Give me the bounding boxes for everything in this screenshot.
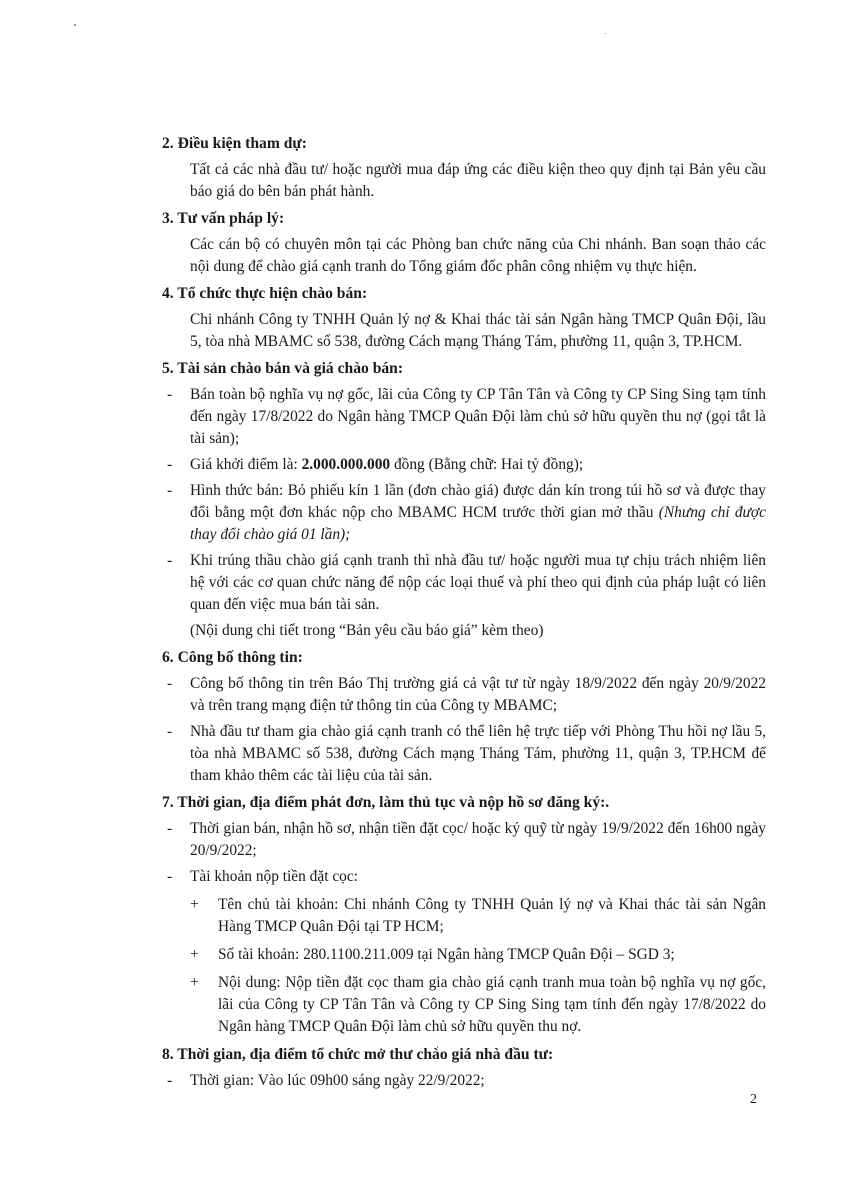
- list-item: - Thời gian bán, nhận hồ sơ, nhận tiền đặt cọc/ hoặc ký quỹ từ ngày 19/9/2022 đến 16h00 ngày 20/9/2022;: [162, 818, 766, 862]
- bullet-list: [162, 673, 766, 787]
- list-item: - Thời gian: Vào lúc 09h00 sáng ngày 22/9/2022;: [162, 1070, 766, 1092]
- section-paragraph: Các cán bộ có chuyên môn tại các Phòng ban chức năng của Chi nhánh. Ban soạn thảo các nội dung để chào giá cạnh tranh do Tổng giám đốc phân công nhiệm vụ thực hiện.: [190, 236, 766, 275]
- list-item: - Công bố thông tin trên Báo Thị trường giá cả vật tư từ ngày 18/9/2022 đến ngày 20/9/2022 và trên trang mạng điện tử thông tin của Công ty MBAMC;: [162, 673, 766, 717]
- section-heading: 2. Điều kiện tham dự:: [162, 135, 307, 152]
- scan-speck: [74, 24, 76, 26]
- details-note: (Nội dung chi tiết trong “Bản yêu cầu báo giá” kèm theo): [190, 622, 544, 639]
- sub-list-item: + Tên chủ tài khoản: Chi nhánh Công ty TNHH Quản lý nợ và Khai thác tài sản Ngân Hàng TMCP Quân Đội tại TP HCM;: [190, 894, 766, 938]
- section-mo-thu-chao-gia: [162, 1044, 766, 1092]
- starting-price-label: Giá khởi điểm là:: [190, 456, 298, 473]
- section-heading: 3. Tư vấn pháp lý:: [162, 210, 285, 227]
- section-dieu-kien-tham-du: [162, 133, 766, 203]
- section-tai-san-chao-ban: [162, 358, 766, 642]
- section-heading: 7. Thời gian, địa điểm phát đơn, làm thủ tục và nộp hồ sơ đăng ký:.: [162, 794, 610, 811]
- document-body: [162, 133, 766, 1097]
- list-item: [162, 480, 766, 546]
- list-item: [162, 454, 766, 476]
- bullet-list: [162, 818, 766, 1038]
- bullet-list: [162, 384, 766, 616]
- list-item: - Bán toàn bộ nghĩa vụ nợ gốc, lãi của Công ty CP Tân Tân và Công ty CP Sing Sing tạm tính đến ngày 17/8/2022 do Ngân hàng TMCP Quân Đội làm chủ sở hữu quyền thu nợ (gọi tắt là tài sản);: [162, 384, 766, 450]
- section-tu-van-phap-ly: [162, 208, 766, 278]
- starting-price-amount: 2.000.000.000: [301, 456, 391, 473]
- sub-list: [190, 894, 766, 1038]
- list-item: - Nhà đầu tư tham gia chào giá cạnh tranh có thể liên hệ trực tiếp với Phòng Thu hồi nợ lầu 5, tòa nhà MBAMC số 538, đường Cách mạng Tháng Tám, phường 11, quận 3, TP.HCM để tham khảo thêm các tài liệu của tài sản.: [162, 721, 766, 787]
- bullet-list: [162, 1070, 766, 1092]
- section-thoi-gian-phat-don: [162, 792, 766, 1038]
- section-heading: 5. Tài sản chào bán và giá chào bán:: [162, 360, 404, 377]
- sub-list-item: + Số tài khoản: 280.1100.211.009 tại Ngân hàng TMCP Quân Đội – SGD 3;: [190, 944, 766, 966]
- section-to-chuc-thuc-hien: [162, 283, 766, 353]
- section-heading: 6. Công bố thông tin:: [162, 649, 303, 666]
- section-heading: 4. Tổ chức thực hiện chào bán:: [162, 285, 368, 302]
- sale-method-note: (Nhưng chỉ được thay đổi chào giá 01 lần);: [190, 504, 766, 543]
- section-heading: 8. Thời gian, địa điểm tổ chức mở thư chào giá nhà đầu tư:: [162, 1046, 554, 1063]
- sub-list-item: + Nội dung: Nộp tiền đặt cọc tham gia chào giá cạnh tranh mua toàn bộ nghĩa vụ nợ gốc, lãi của Công ty CP Tân Tân và Công ty CP Sing Sing tạm tính đến ngày 17/8/2022 do Ngân hàng TMCP Quân Đội làm chủ sở hữu quyền thu nợ.: [190, 972, 766, 1038]
- section-paragraph: Chi nhánh Công ty TNHH Quản lý nợ & Khai thác tài sản Ngân hàng TMCP Quân Đội, lầu 5, tòa nhà MBAMC số 538, đường Cách mạng Tháng Tám, phường 11, quận 3, TP.HCM.: [190, 311, 766, 350]
- list-item: [162, 866, 766, 1038]
- page-number: 2: [750, 1092, 757, 1107]
- section-paragraph: Tất cả các nhà đầu tư/ hoặc người mua đáp ứng các điều kiện theo quy định tại Bản yêu cầu báo giá do bên bán phát hành.: [190, 161, 766, 200]
- scan-speck: [605, 33, 606, 34]
- deposit-account-label: Tài khoản nộp tiền đặt cọc:: [190, 868, 358, 885]
- section-cong-bo-thong-tin: [162, 647, 766, 787]
- sale-method-text: Hình thức bán: Bỏ phiếu kín 1 lần (đơn chào giá) được dán kín trong túi hồ sơ và được thay đổi bằng một đơn khác nộp cho MBAMC HCM trước thời gian mở thầu: [190, 482, 766, 521]
- starting-price-words: đồng (Bằng chữ: Hai tỷ đồng);: [393, 456, 584, 473]
- list-item: - Khi trúng thầu chào giá cạnh tranh thì nhà đầu tư/ hoặc người mua tự chịu trách nhiệm liên hệ với các cơ quan chức năng để nộp các loại thuế và phí theo qui định của pháp luật có liên quan đến việc mua bán tài sản.: [162, 550, 766, 616]
